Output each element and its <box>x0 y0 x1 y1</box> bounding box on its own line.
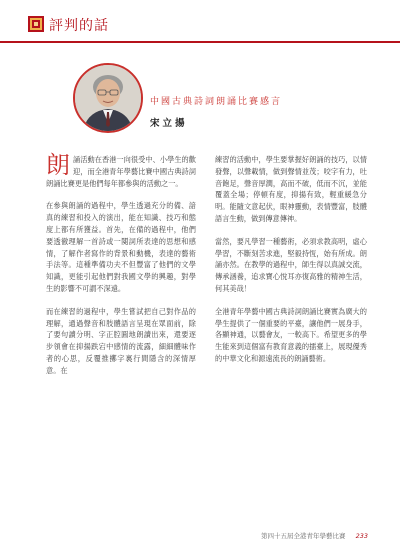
paragraph: 當然，要凡學習一種藝術，必須求教高明，虛心學習，不斷刻苦求進，堅毅持恆，始有所成。朗誦亦然。在教學的過程中，師生得以真誠交流，傳承涵養，追求寶心悅耳亦復高雅的精神生活，何其美哉！ <box>215 236 367 293</box>
paragraph-text: 誦活動在香港一向很受中、小學生的歡迎，而全港青年學藝比賽中國古典詩詞朗誦比賽更是他們每年都參與的活動之一。 <box>46 155 196 188</box>
paragraph: 練習的活動中，學生要掌握好朗誦的技巧，以情發聲，以聲載情，做到聲情並茂；咬字有力，吐音飽足，聲音厚潤，高而不破，低而不沉，並能覆蓋全場；停頓有度，抑揚有致，輕重緩急分明。能隨文意起伏，眼神靈動，表情豐富，肢體語言生動，做到傳意傳神。 <box>215 155 367 223</box>
article-left-column <box>46 151 196 388</box>
speech-subtitle: 中國古典詩詞朗誦比賽感言 <box>150 97 283 107</box>
footer-event-name: 第四十五屆全港青年學藝比賽 <box>261 532 346 540</box>
paragraph: 而在練習的過程中，學生嘗試把自己對作品的理解，通過聲音和肢體語言呈現在眾面前，除了要句讀分明、字正腔圓地朗讀出來，還要逐步領會在抑揚跌宕中感情的流露，細細體味作者的心思，反覆推擲字裏行間隱含的深情厚意。在 <box>46 306 196 375</box>
page-footer <box>261 531 368 540</box>
page-header <box>0 0 400 46</box>
page-number: 233 <box>355 532 368 540</box>
paragraph: 在參與朗誦的過程中，學生透過充分的備、諳真的練習和投入的演出，能在知識、技巧和態度上都有所獲益。首先，在備的過程中，他們要透徹理解一首詩或一闋詞所表達的思想和感情，了解作者寫作的背景和動機，表達的藝術手法等。這種準備功夫不但豐富了他們的文學知識，更能引起他們對我國文學的興趣，對學生的影響不可謂不深遠。 <box>46 201 196 293</box>
section-title: 評判的話 <box>49 18 109 34</box>
drop-cap: 朗 <box>46 151 70 179</box>
paragraph <box>46 151 196 189</box>
article-right-column <box>215 154 367 376</box>
author-name: 宋立揚 <box>150 118 188 129</box>
header-divider <box>0 41 400 43</box>
speaker-portrait <box>73 63 143 133</box>
section-logo-icon <box>28 16 44 32</box>
paragraph: 全港青年學藝中國古典詩詞朗誦比賽實為廣大的學生提供了一個重要的平臺，讓他們一展身手，各顯神通，以藝會友，一較高下。希望更多的學生能來到這個富有教育意義的擂臺上，展現優秀的中華文化和源遠流長的朗誦藝術。 <box>215 306 367 363</box>
portrait-image <box>75 65 141 131</box>
